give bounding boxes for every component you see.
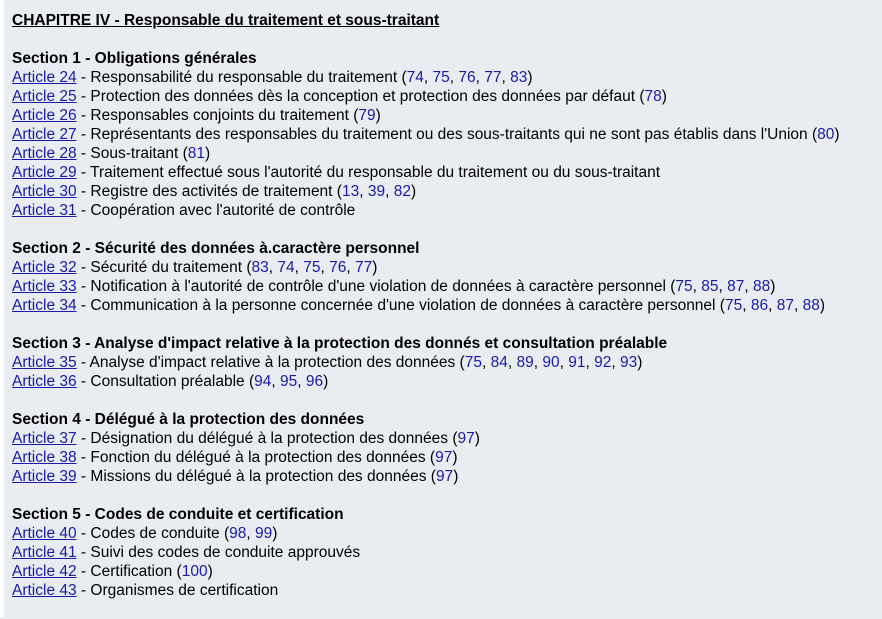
article-description: Missions du délégué à la protection des données bbox=[90, 468, 427, 485]
recital-link[interactable]: 74 bbox=[406, 69, 424, 86]
article-row: Article 37 - Désignation du délégué à la protection des données (97) bbox=[12, 430, 480, 447]
article-row: Article 29 - Traitement effectué sous l'autorité du responsable du traitement ou du sous-traitant bbox=[12, 164, 661, 181]
article-link[interactable]: Article 36 bbox=[12, 373, 77, 390]
recital-link[interactable]: 86 bbox=[750, 297, 769, 314]
section-title: Section 4 - Délégué à la protection des données bbox=[12, 411, 365, 428]
recital-link[interactable]: 82 bbox=[393, 183, 411, 200]
recital-link[interactable]: 83 bbox=[510, 69, 528, 86]
recital-link[interactable]: 39 bbox=[367, 183, 386, 200]
section bbox=[12, 239, 878, 315]
recital-link[interactable]: 91 bbox=[568, 354, 586, 371]
recital-link[interactable]: 99 bbox=[255, 525, 273, 542]
article-description: Codes de conduite bbox=[90, 525, 220, 542]
article-row: Article 25 - Protection des données dès la conception et protection des données par défaut (78) bbox=[12, 88, 667, 105]
article-row: Article 34 - Communication à la personne concernée d'une violation de données à caractère personnel (75, 86, 87, 88) bbox=[12, 297, 826, 314]
chapter-content bbox=[12, 11, 878, 619]
recital-link[interactable]: 97 bbox=[457, 430, 475, 447]
chapter-title: CHAPITRE IV - Responsable du traitement et sous-traitant bbox=[12, 12, 440, 29]
article-description: Responsabilité du responsable du traitement bbox=[90, 69, 398, 86]
article-row: Article 24 - Responsabilité du responsable du traitement (74, 75, 76, 77, 83) bbox=[12, 69, 533, 86]
recital-link[interactable]: 100 bbox=[181, 563, 208, 580]
recital-link[interactable]: 97 bbox=[435, 468, 454, 485]
sections-container bbox=[12, 49, 878, 600]
article-link[interactable]: Article 43 bbox=[12, 582, 77, 599]
article-link[interactable]: Article 24 bbox=[12, 69, 77, 86]
section-title: Section 2 - Sécurité des données à.caractère personnel bbox=[12, 240, 420, 257]
recital-link[interactable]: 87 bbox=[776, 297, 794, 314]
recital-link[interactable]: 88 bbox=[802, 297, 820, 314]
article-description: Coopération avec l'autorité de contrôle bbox=[90, 202, 356, 219]
article-row: Article 41 - Suivi des codes de conduite approuvés bbox=[12, 544, 361, 561]
recital-link[interactable]: 95 bbox=[280, 373, 298, 390]
article-link[interactable]: Article 26 bbox=[12, 107, 77, 124]
recital-link[interactable]: 94 bbox=[254, 373, 272, 390]
article-description: Certification bbox=[90, 563, 173, 580]
recital-link[interactable]: 83 bbox=[251, 259, 269, 276]
article-link[interactable]: Article 32 bbox=[12, 259, 77, 276]
article-row: Article 38 - Fonction du délégué à la protection des données (97) bbox=[12, 449, 458, 466]
section-title: Section 3 - Analyse d'impact relative à la protection des donnés et consultation préalable bbox=[12, 335, 668, 352]
recital-link[interactable]: 98 bbox=[229, 525, 247, 542]
recital-link[interactable]: 74 bbox=[277, 259, 295, 276]
article-link[interactable]: Article 25 bbox=[12, 88, 77, 105]
recital-link[interactable]: 13 bbox=[341, 183, 360, 200]
article-row: Article 27 - Représentants des responsables du traitement ou des sous-traitants qui ne sont pas établis dans l'Union (80) bbox=[12, 126, 840, 143]
article-description: Registre des activités de traitement bbox=[90, 183, 333, 200]
article-link[interactable]: Article 41 bbox=[12, 544, 77, 561]
recital-link[interactable]: 88 bbox=[752, 278, 771, 295]
section bbox=[12, 49, 878, 220]
article-link[interactable]: Article 40 bbox=[12, 525, 77, 542]
article-row: Article 35 - Analyse d'impact relative à la protection des données (75, 84, 89, 90, 91, 92, 93) bbox=[12, 354, 643, 371]
article-description: Traitement effectué sous l'autorité du responsable du traitement ou du sous-traitant bbox=[90, 164, 661, 181]
article-row: Article 42 - Certification (100) bbox=[12, 563, 213, 580]
article-row: Article 33 - Notification à l'autorité de contrôle d'une violation de données à caractère personnel (75, 85, 87, 88) bbox=[12, 278, 776, 295]
article-description: Représentants des responsables du traitement ou des sous-traitants qui ne sont pas établis dans l'Union bbox=[90, 126, 808, 143]
article-description: Analyse d'impact relative à la protection des données bbox=[89, 354, 456, 371]
recital-link[interactable]: 75 bbox=[724, 297, 743, 314]
article-description: Fonction du délégué à la protection des données bbox=[90, 449, 426, 466]
recital-link[interactable]: 93 bbox=[619, 354, 638, 371]
article-row: Article 30 - Registre des activités de traitement (13, 39, 82) bbox=[12, 183, 417, 200]
recital-link[interactable]: 85 bbox=[701, 278, 719, 295]
article-description: Notification à l'autorité de contrôle d'une violation de données à caractère personnel bbox=[90, 278, 666, 295]
article-row: Article 40 - Codes de conduite (98, 99) bbox=[12, 525, 278, 542]
recital-link[interactable]: 89 bbox=[516, 354, 534, 371]
section-title: Section 1 - Obligations générales bbox=[12, 50, 257, 67]
article-link[interactable]: Article 28 bbox=[12, 145, 77, 162]
article-link[interactable]: Article 39 bbox=[12, 468, 77, 485]
section bbox=[12, 334, 878, 391]
recital-link[interactable]: 77 bbox=[484, 69, 502, 86]
article-link[interactable]: Article 30 bbox=[12, 183, 77, 200]
article-row: Article 31 - Coopération avec l'autorité de contrôle bbox=[12, 202, 356, 219]
recital-link[interactable]: 78 bbox=[644, 88, 662, 105]
article-row: Article 39 - Missions du délégué à la protection des données (97) bbox=[12, 468, 459, 485]
recital-link[interactable]: 75 bbox=[432, 69, 450, 86]
section-title: Section 5 - Codes de conduite et certification bbox=[12, 506, 344, 523]
article-link[interactable]: Article 37 bbox=[12, 430, 77, 447]
article-link[interactable]: Article 35 bbox=[12, 354, 77, 371]
recital-link[interactable]: 90 bbox=[542, 354, 560, 371]
section bbox=[12, 505, 878, 600]
recital-link[interactable]: 75 bbox=[303, 259, 321, 276]
article-row: Article 28 - Sous-traitant (81) bbox=[12, 145, 211, 162]
recital-link[interactable]: 87 bbox=[727, 278, 745, 295]
article-description: Responsables conjoints du traitement bbox=[90, 107, 349, 124]
article-link[interactable]: Article 34 bbox=[12, 297, 77, 314]
article-description: Désignation du délégué à la protection des données bbox=[90, 430, 449, 447]
recital-link[interactable]: 96 bbox=[305, 373, 324, 390]
recital-link[interactable]: 79 bbox=[358, 107, 376, 124]
article-link[interactable]: Article 29 bbox=[12, 164, 77, 181]
recital-link[interactable]: 77 bbox=[355, 259, 373, 276]
article-row: Article 32 - Sécurité du traitement (83, 74, 75, 76, 77) bbox=[12, 259, 378, 276]
recital-link[interactable]: 76 bbox=[458, 69, 476, 86]
article-description: Consultation préalable bbox=[90, 373, 245, 390]
article-description: Communication à la personne concernée d'une violation de données à caractère personnel bbox=[90, 297, 716, 314]
article-description: Sous-traitant bbox=[90, 145, 179, 162]
recital-link[interactable]: 80 bbox=[817, 126, 835, 143]
article-row: Article 36 - Consultation préalable (94, 95, 96) bbox=[12, 373, 329, 390]
article-description: Sécurité du traitement bbox=[90, 259, 243, 276]
article-description: Suivi des codes de conduite approuvés bbox=[90, 544, 361, 561]
recital-link[interactable]: 76 bbox=[329, 259, 347, 276]
section bbox=[12, 410, 878, 486]
article-description: Protection des données dès la conception et protection des données par défaut bbox=[90, 88, 636, 105]
recital-link[interactable]: 75 bbox=[464, 354, 482, 371]
recital-link[interactable]: 84 bbox=[490, 354, 508, 371]
article-link[interactable]: Article 38 bbox=[12, 449, 77, 466]
article-link[interactable]: Article 27 bbox=[12, 126, 77, 143]
left-border-strip bbox=[0, 0, 4, 617]
recital-link[interactable]: 92 bbox=[594, 354, 612, 371]
article-description: Organismes de certification bbox=[90, 582, 279, 599]
article-link[interactable]: Article 42 bbox=[12, 563, 77, 580]
recital-link[interactable]: 97 bbox=[435, 449, 453, 466]
article-link[interactable]: Article 31 bbox=[12, 202, 77, 219]
recital-link[interactable]: 81 bbox=[187, 145, 206, 162]
article-row: Article 43 - Organismes de certification bbox=[12, 582, 279, 599]
article-link[interactable]: Article 33 bbox=[12, 278, 77, 295]
recital-link[interactable]: 75 bbox=[675, 278, 693, 295]
article-row: Article 26 - Responsables conjoints du traitement (79) bbox=[12, 107, 381, 124]
